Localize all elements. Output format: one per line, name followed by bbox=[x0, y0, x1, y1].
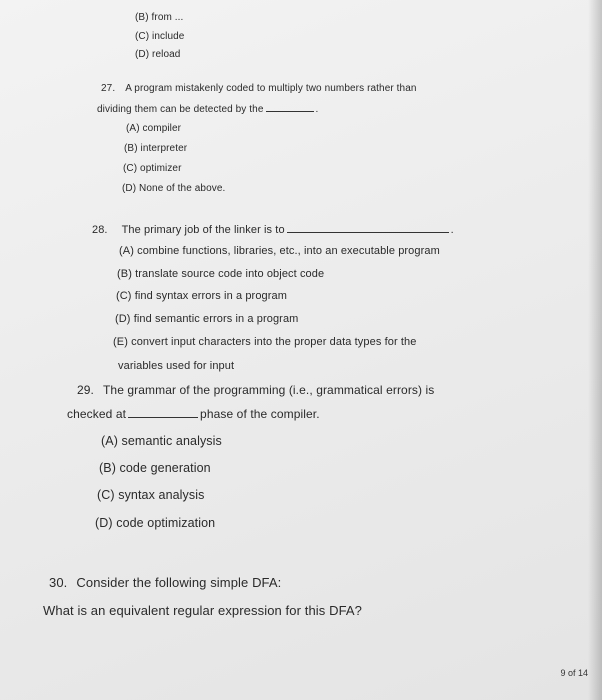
q27-option-a: (A) compiler bbox=[126, 123, 182, 134]
q30-stem-line1 bbox=[49, 575, 281, 590]
q28-option-e-line2: variables used for input bbox=[118, 360, 235, 372]
q27-stem-line2 bbox=[97, 104, 318, 115]
q27-option-d: (D) None of the above. bbox=[122, 183, 226, 194]
q27-answer-blank bbox=[266, 110, 314, 112]
q28-stem-line1 bbox=[92, 224, 454, 236]
q29-answer-blank bbox=[128, 416, 198, 418]
q30-number: 30. bbox=[49, 575, 68, 590]
q28-text-line1-end: . bbox=[450, 224, 454, 236]
q27-text-line2-end: . bbox=[315, 104, 319, 115]
q29-option-b: (B) code generation bbox=[99, 461, 211, 475]
q27-option-b: (B) interpreter bbox=[124, 143, 188, 154]
q27-text-line1: A program mistakenly coded to multiply two numbers rather than bbox=[125, 83, 417, 94]
q29-stem-line1 bbox=[77, 383, 434, 397]
q30-text-line1: Consider the following simple DFA: bbox=[76, 575, 282, 590]
q29-option-d: (D) code optimization bbox=[95, 516, 216, 530]
page-number: 9 of 14 bbox=[560, 668, 588, 678]
q28-option-e-line1: (E) convert input characters into the proper data types for the bbox=[113, 336, 417, 348]
q27-number: 27. bbox=[101, 83, 116, 94]
q26-option-c: (C) include bbox=[135, 31, 185, 42]
q29-text-line2-start: checked at bbox=[67, 407, 127, 421]
q29-text-line1: The grammar of the programming (i.e., grammatical errors) is bbox=[102, 383, 435, 397]
q26-option-d: (D) reload bbox=[135, 49, 181, 60]
q29-number: 29. bbox=[77, 383, 94, 397]
q27-text-line2: dividing them can be detected by the bbox=[97, 104, 264, 115]
q26-option-b: (B) from ... bbox=[135, 12, 184, 23]
q27-stem-line1 bbox=[101, 83, 417, 94]
q29-option-a: (A) semantic analysis bbox=[101, 434, 222, 448]
q30-stem-line2: What is an equivalent regular expression for this DFA? bbox=[43, 603, 362, 618]
q28-option-a: (A) combine functions, libraries, etc., into an executable program bbox=[119, 245, 440, 257]
q28-number: 28. bbox=[92, 224, 108, 236]
q27-option-c: (C) optimizer bbox=[123, 163, 182, 174]
q29-stem-line2 bbox=[67, 407, 320, 421]
q29-text-line2-end: phase of the compiler. bbox=[200, 407, 320, 421]
q28-option-b: (B) translate source code into object code bbox=[117, 268, 325, 280]
q28-option-d: (D) find semantic errors in a program bbox=[115, 313, 299, 325]
q29-option-c: (C) syntax analysis bbox=[97, 488, 205, 502]
paper-edge-shadow bbox=[588, 0, 602, 700]
q28-option-c: (C) find syntax errors in a program bbox=[116, 290, 287, 302]
q28-answer-blank bbox=[287, 231, 449, 233]
q28-text-line1: The primary job of the linker is to bbox=[121, 224, 285, 236]
